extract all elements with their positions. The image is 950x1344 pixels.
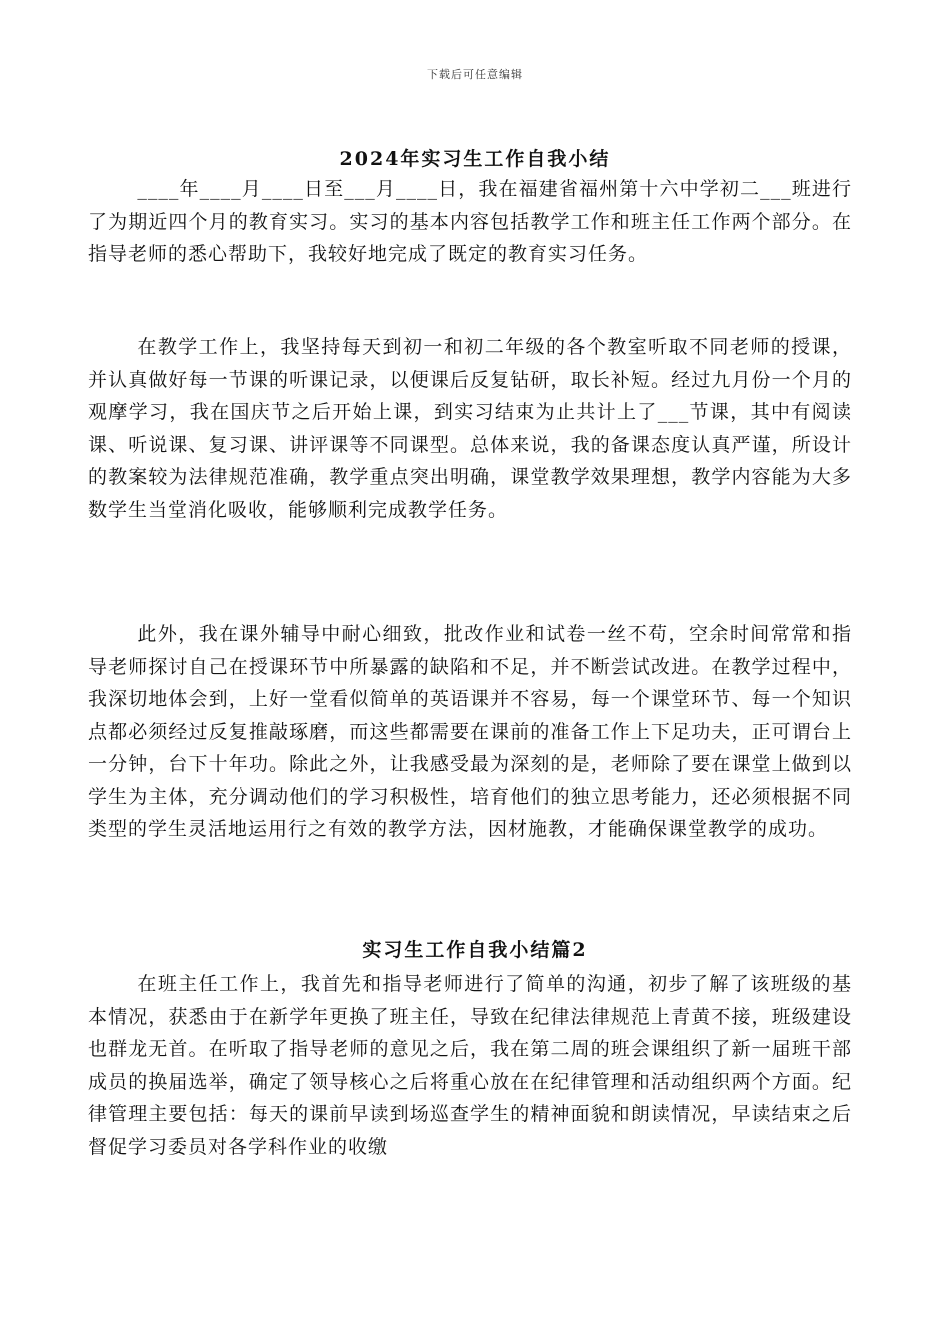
section-title: 实习生工作自我小结篇2	[362, 939, 588, 961]
paragraph: ____年____月____日至___月____日，我在福建省福州第十六中学初二___班进行了为期近四个月的教育实习。实习的基本内容包括教学工作和班主任工作两个部分。在指导老师的悉心帮助下，我较好地完成了既定的教育实习任务。	[88, 178, 852, 265]
page-header-note: 下载后可任意编辑	[427, 68, 523, 81]
paragraph: 此外，我在课外辅导中耐心细致，批改作业和试卷一丝不苟，空余时间常常和指导老师探讨自己在授课环节中所暴露的缺陷和不足，并不断尝试改进。在教学过程中，我深切地体会到，上好一堂看似简单的英语课并不容易，每一个课堂环节、每一个知识点都必须经过反复推敲琢磨，而这些都需要在课前的准备工作上下足功夫，正可谓台上一分钟，台下十年功。除此之外，让我感受最为深刻的是，老师除了要在课堂上做到以学生为主体，充分调动他们的学习积极性，培育他们的独立思考能力，还必须根据不同类型的学生灵活地运用行之有效的教学方法，因材施教，才能确保课堂教学的成功。	[88, 623, 852, 840]
paragraph: 在班主任工作上，我首先和指导老师进行了简单的沟通，初步了解了该班级的基本情况，获悉由于在新学年更换了班主任，导致在纪律法律规范上青黄不接，班级建设也群龙无首。在听取了指导老师的意见之后，我在第二周的班会课组织了新一届班干部成员的换届选举，确定了领导核心之后将重心放在在纪律管理和活动组织两个方面。纪律管理主要包括：每天的课前早读到场巡查学生的精神面貌和朗读情况，早读结束之后督促学习委员对各学科作业的收缴	[88, 973, 852, 1158]
paragraph: 在教学工作上，我坚持每天到初一和初二年级的各个教室听取不同老师的授课，并认真做好每一节课的听课记录，以便课后反复钻研，取长补短。经过九月份一个月的观摩学习，我在国庆节之后开始上课，到实习结束为止共计上了___节课，其中有阅读课、听说课、复习课、讲评课等不同课型。总体来说，我的备课态度认真严谨，所设计的教案较为法律规范准确，教学重点突出明确，课堂教学效果理想，教学内容能为大多数学生当堂消化吸收，能够顺利完成教学任务。	[88, 336, 852, 521]
page-title: 2024年实习生工作自我小结	[339, 148, 611, 170]
